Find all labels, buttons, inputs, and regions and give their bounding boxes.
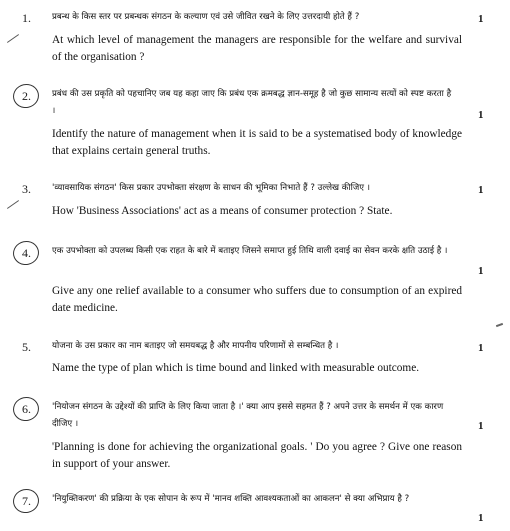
question-text-hindi: 'नियोजन संगठन के उद्देश्यों की प्राप्ति के लिए किया जाता है ।' क्या आप इससे सहमत हैं ? अपने उत्तर के समर्थन में एक कारण दीजिए । [52, 402, 444, 429]
question-number: 5. [22, 340, 31, 354]
question-number: 4. [22, 246, 31, 260]
question-text-english: How 'Business Associations' act as a means of consumer protection ? State. [52, 205, 393, 217]
question-text-hindi: 'व्यावसायिक संगठन' किस प्रकार उपभोक्ता संरक्षण के साधन की भूमिका निभाते हैं ? उल्लेख कीजिए । [52, 183, 370, 193]
question-text-hindi: 'नियुक्तिकरण' की प्रक्रिया के एक सोपान के रूप में 'मानव शक्ति आवश्यकताओं का आकलन' से क्या अभिप्राय है ? [52, 494, 410, 504]
question-text-hindi: प्रबंध की उस प्रकृति को पहचानिए जब यह कहा जाए कि प्रबंध एक क्रमबद्ध ज्ञान-समूह है जो कुछ सामान्य सत्यों को स्पष्ट करता है । [52, 89, 452, 116]
question-text-english: Name the type of plan which is time bound and linked with measurable outcome. [52, 362, 420, 374]
question-number: 1. [22, 11, 31, 25]
question-marks: 1 [478, 109, 484, 121]
question-number: 2. [22, 89, 31, 103]
pen-tick-mark [7, 200, 19, 209]
question-number: 3. [22, 182, 31, 196]
question-marks: 1 [478, 420, 484, 432]
question-text-hindi: एक उपभोक्ता को उपलब्ध किसी एक राहत के बारे में बताइए जिसने समाप्त हुई तिथि वाली दवाई का सेवन करके क्षति उठाई है । [52, 246, 448, 256]
question-marks: 1 [478, 13, 484, 25]
question-text-english: Identify the nature of management when it is said to be a systematised body of knowledge that explains certain general truths. [52, 128, 462, 157]
question-marks: 1 [478, 265, 484, 277]
margin-pen-mark [496, 323, 503, 327]
question-text-english: At which level of management the managers are responsible for the welfare and survival of the organisation ? [52, 34, 462, 63]
question-text-english: 'Planning is done for achieving the organizational goals. ' Do you agree ? Give one reason in support of your answer. [52, 441, 462, 470]
question-text-english: Give any one relief available to a consumer who suffers due to consumption of an expired date medicine. [52, 285, 462, 314]
question-marks: 1 [478, 342, 484, 354]
question-marks: 1 [478, 184, 484, 196]
question-text-hindi: प्रबन्ध के किस स्तर पर प्रबन्धक संगठन के कल्याण एवं उसे जीवित रखने के लिए उत्तरदायी होते हैं ? [52, 12, 360, 22]
question-number: 7. [22, 494, 31, 508]
question-marks: 1 [478, 512, 484, 524]
question-number: 6. [22, 402, 31, 416]
pen-tick-mark [7, 34, 19, 43]
question-text-hindi: योजना के उस प्रकार का नाम बताइए जो समयबद्ध है और मापनीय परिणामों से सम्बन्धित है । [52, 341, 339, 351]
